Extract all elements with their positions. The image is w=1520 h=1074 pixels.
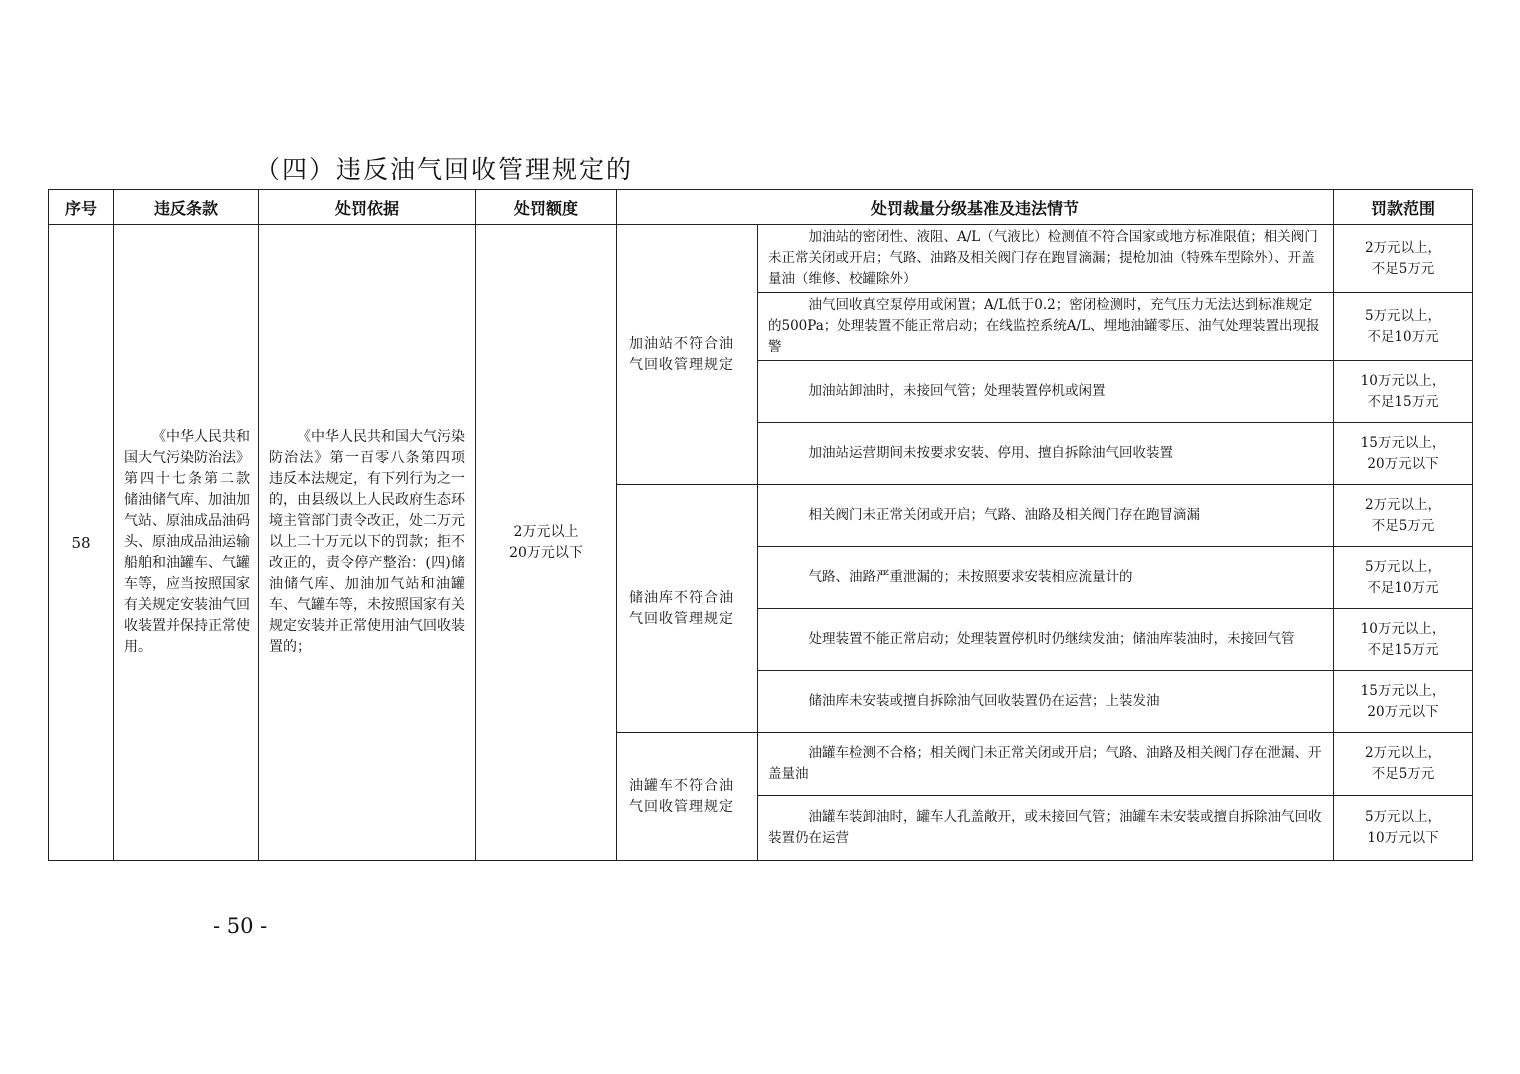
range-line: 不足5万元 — [1371, 766, 1435, 782]
range-line: 2万元以上， — [1364, 745, 1442, 761]
category-oil-depot: 储油库不符合油气回收管理规定 — [617, 485, 758, 733]
header-clause: 违反条款 — [114, 190, 259, 225]
range-line: 不足15万元 — [1367, 641, 1439, 658]
detail-cell: 油罐车装卸油时，罐车人孔盖敞开，或未接回气管；油罐车未安装或擅自拆除油气回收装置仍在运营 — [758, 796, 1334, 861]
range-line: 5万元以上， — [1364, 558, 1442, 575]
range-cell — [1334, 423, 1473, 485]
detail-cell: 加油站运营期间未按要求安装、停用、擅自拆除油气回收装置 — [758, 423, 1334, 485]
detail-cell: 油气回收真空泵停用或闲置；A/L低于0.2；密闭检测时，充气压力无法达到标准规定的500Pa；处理装置不能正常启动；在线监控系统A/L、埋地油罐零压、油气处理装置出现报警 — [758, 293, 1334, 361]
detail-cell: 相关阀门未正常关闭或开启；气路、油路及相关阀门存在跑冒滴漏 — [758, 485, 1334, 547]
range-line: 不足15万元 — [1367, 393, 1439, 410]
header-criteria: 处罚裁量分级基准及违法情节 — [617, 190, 1334, 225]
range-line: 2万元以上， — [1364, 239, 1442, 256]
header-range: 罚款范围 — [1334, 190, 1473, 225]
header-basis: 处罚依据 — [259, 190, 476, 225]
category-gas-station: 加油站不符合油气回收管理规定 — [617, 225, 758, 485]
detail-cell: 处理装置不能正常启动；处理装置停机时仍继续发油；储油库装油时，未接回气管 — [758, 609, 1334, 671]
range-line: 20万元以下 — [1367, 703, 1439, 720]
range-line: 10万元以下 — [1367, 830, 1439, 846]
row-basis: 《中华人民共和国大气污染防治法》第一百零八条第四项 违反本法规定，有下列行为之一的，由县级以上人民政府生态环境主管部门责令改正，处二万元以上二十万元以下的罚款；拒不改正的，责令停产整治：(四)储油储气库、加油加气站和油罐车、气罐车等，未按照国家有关规定安装并正常使用油气回收装置的； — [259, 225, 476, 861]
detail-cell: 加油站卸油时，未接回气管；处理装置停机或闲置 — [758, 361, 1334, 423]
header-seq: 序号 — [49, 190, 114, 225]
row-amount — [476, 225, 617, 861]
detail-cell: 储油库未安装或擅自拆除油气回收装置仍在运营；上装发油 — [758, 671, 1334, 733]
row-clause: 《中华人民共和国大气污染防治法》第四十七条第二款 储油储气库、加油加气站、原油成品油码头、原油成品油运输船舶和油罐车、气罐车等，应当按照国家有关规定安装油气回收装置并保持正常使用。 — [114, 225, 259, 861]
detail-cell: 加油站的密闭性、液阻、A/L（气液比）检测值不符合国家或地方标准限值；相关阀门未正常关闭或开启；气路、油路及相关阀门存在跑冒滴漏；提枪加油（特殊车型除外）、开盖量油（维修、校罐除外） — [758, 225, 1334, 293]
range-cell — [1334, 796, 1473, 861]
range-line: 2万元以上， — [1364, 496, 1442, 513]
range-cell — [1334, 225, 1473, 293]
range-cell — [1334, 485, 1473, 547]
range-line: 不足10万元 — [1367, 328, 1439, 345]
range-cell — [1334, 293, 1473, 361]
range-line: 不足5万元 — [1371, 517, 1435, 534]
range-line: 20万元以下 — [1367, 455, 1439, 472]
row-seq: 58 — [49, 225, 114, 861]
header-amount: 处罚额度 — [476, 190, 617, 225]
detail-cell: 油罐车检测不合格；相关阀门未正常关闭或开启；气路、油路及相关阀门存在泄漏、开盖量油 — [758, 733, 1334, 796]
range-cell — [1334, 671, 1473, 733]
range-line: 10万元以上， — [1360, 372, 1446, 389]
range-line: 15万元以上， — [1360, 682, 1446, 699]
range-line: 15万元以上， — [1360, 434, 1446, 451]
range-line: 不足10万元 — [1367, 579, 1439, 596]
category-tanker-truck: 油罐车不符合油气回收管理规定 — [617, 733, 758, 861]
detail-cell: 气路、油路严重泄漏的；未按照要求安装相应流量计的 — [758, 547, 1334, 609]
range-cell — [1334, 609, 1473, 671]
table-header-row — [49, 190, 1473, 225]
range-line: 5万元以上， — [1364, 809, 1442, 825]
penalty-table — [48, 189, 1473, 861]
range-line: 10万元以上， — [1360, 620, 1446, 637]
range-cell — [1334, 361, 1473, 423]
amount-line: 2万元以上 — [513, 523, 579, 540]
range-cell — [1334, 547, 1473, 609]
range-cell — [1334, 733, 1473, 796]
amount-line: 20万元以下 — [509, 544, 583, 561]
range-line: 不足5万元 — [1371, 260, 1435, 277]
range-line: 5万元以上， — [1364, 307, 1442, 324]
section-title: （四）违反油气回收管理规定的 — [255, 155, 634, 184]
page-number: - 50 - — [213, 914, 268, 938]
table-row — [49, 225, 1473, 293]
